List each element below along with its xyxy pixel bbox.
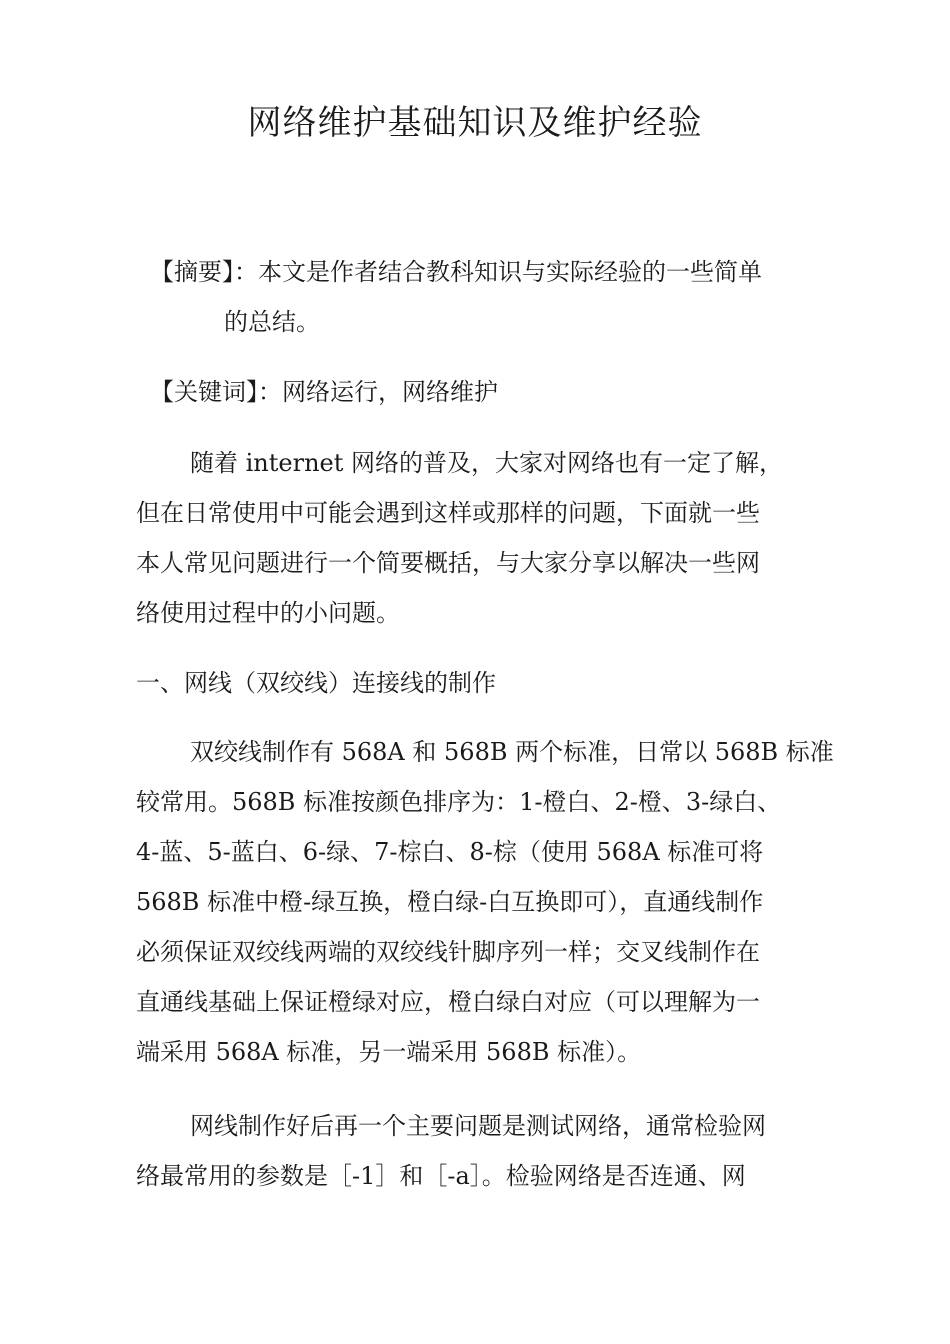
document-title: 网络维护基础知识及维护经验 [247,103,703,143]
paragraph-line: 568B 标准中橙-绿互换，橙白绿-白互换即可），直通线制作 [136,888,764,916]
paragraph-line: 络使用过程中的小问题。 [136,599,400,627]
paragraph-line: 络最常用的参数是［-1］和［-a］。检验网络是否连通、网 [136,1162,746,1190]
keywords: 【关键词】：网络运行，网络维护 [150,378,498,406]
paragraph-line: 但在日常使用中可能会遇到这样或那样的问题，下面就一些 [136,499,760,527]
paragraph-line: 本人常见问题进行一个简要概括，与大家分享以解决一些网 [136,549,760,577]
paragraph-line: 端采用 568A 标准，另一端采用 568B 标准）。 [136,1038,642,1066]
abstract [150,247,762,347]
paragraph-line: 直通线基础上保证橙绿对应，橙白绿白对应（可以理解为一 [136,988,760,1016]
paragraph-line: 4-蓝、5-蓝白、6-绿、7-棕白、8-棕（使用 568A 标准可将 [136,838,764,866]
paragraph-network-test [136,1101,816,1201]
section-heading: 一、网线（双绞线）连接线的制作 [136,669,496,697]
abstract-line-1: 【摘要】：本文是作者结合教科知识与实际经验的一些简单 [150,258,762,286]
paragraph-line: 随着 internet 网络的普及，大家对网络也有一定了解， [190,449,784,477]
paragraph-line: 网线制作好后再一个主要问题是测试网络，通常检验网 [190,1112,766,1140]
paragraph-line: 双绞线制作有 568A 和 568B 两个标准，日常以 568B 标准 [190,738,834,766]
paragraph-twisted-pair [136,727,834,1077]
paragraph-line: 较常用。568B 标准按颜色排序为：1-橙白、2-橙、3-绿白、 [136,788,782,816]
abstract-line-2: 的总结。 [224,308,320,336]
paragraph-line: 必须保证双绞线两端的双绞线针脚序列一样；交叉线制作在 [136,938,760,966]
paragraph-intro [136,438,816,638]
